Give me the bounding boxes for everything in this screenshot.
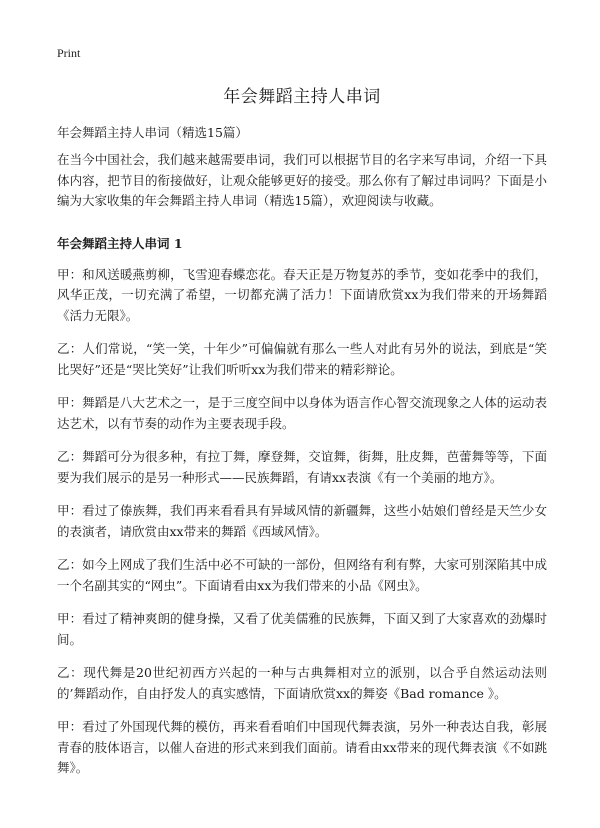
dialogue-paragraph: 乙：人们常说，“笑一笑，十年少”可偏偏就有那么一些人对此有另外的说法，到底是“笑比哭好”还是“哭比笑好”让我们听听xx为我们带来的精彩辩论。 <box>57 341 547 377</box>
document-body <box>57 82 547 792</box>
intro-paragraph: 在当今中国社会，我们越来越需要串词，我们可以根据节目的名字来写串词，介绍一下具体内容，把节目的衔接做好，让观众能够更好的接受。那么你有了解过串词吗？下面是小编为大家收集的年会舞蹈主持人串词（精选15篇），欢迎阅读与收藏。 <box>57 152 547 208</box>
dialogue-paragraph: 甲：看过了傣族舞，我们再来看看具有异域风情的新疆舞，这些小姑娘们曾经是天竺少女的表演者，请欣赏由xx带来的舞蹈《西域风情》。 <box>57 503 547 539</box>
dialogue-paragraph: 甲：和风送暖燕剪柳，飞雪迎春蝶恋花。春天正是万物复苏的季节，变如花季中的我们，风华正茂，一切充满了希望，一切都充满了活力！下面请欣赏xx为我们带来的开场舞蹈《活力无限》。 <box>57 266 547 323</box>
dialogue-paragraph: 甲：看过了外国现代舞的模仿，再来看看咱们中国现代舞表演，另外一种表达自我，彰展青春的肢体语言，以催人奋进的形式来到我们面前。请看由xx带来的现代舞表演《不如跳舞》。 <box>57 719 547 775</box>
section-heading: 年会舞蹈主持人串词 1 <box>57 235 183 251</box>
page-title: 年会舞蹈主持人串词 <box>223 87 381 107</box>
document-subtitle: 年会舞蹈主持人串词（精选15篇） <box>57 125 248 140</box>
dialogue-paragraph: 甲：舞蹈是八大艺术之一，是于三度空间中以身体为语言作心智交流现象之人体的运动表达艺术，以有节奏的动作为主要表现手段。 <box>57 395 547 431</box>
dialogue-paragraph: 甲：看过了精神爽朗的健身操，又看了优美儒雅的民族舞，下面又到了大家喜欢的劲爆时间。 <box>57 611 547 647</box>
dialogue-paragraph: 乙：现代舞是20世纪初西方兴起的一种与古典舞相对立的派别，以合乎自然运动法则的’舞蹈动作，自由抒发人的真实感情，下面请欣赏xx的舞姿《Bad romance 》。 <box>57 665 547 701</box>
print-link[interactable]: Print <box>57 46 81 60</box>
dialogue-paragraph: 乙：如今上网成了我们生活中必不可缺的一部份，但网络有利有弊，大家可别深陷其中成一个名副其实的“网虫”。下面请看由xx为我们带来的小品《网虫》。 <box>57 557 547 593</box>
dialogue-paragraph: 乙：舞蹈可分为很多种，有拉丁舞，摩登舞，交谊舞，街舞，肚皮舞，芭蕾舞等等，下面要为我们展示的是另一种形式——民族舞蹈，有请xx表演《有一个美丽的地方》。 <box>57 449 547 485</box>
